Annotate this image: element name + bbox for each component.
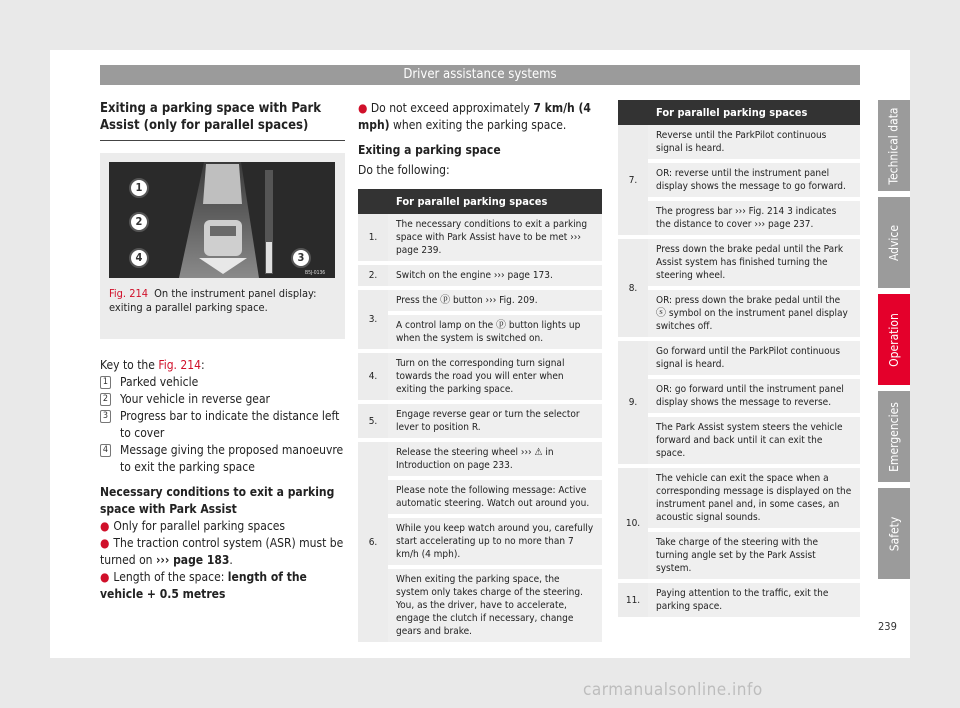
step-text: Take charge of the steering with the turning angle set by the Park Assist system.: [648, 530, 860, 581]
table-row: [358, 313, 602, 351]
side-tabs: [878, 100, 910, 585]
step-number: 3.: [358, 288, 388, 351]
step-number: 6.: [358, 440, 388, 644]
tab-label: Technical data: [887, 106, 901, 185]
column-left: [100, 100, 345, 603]
step-text: Go forward until the ParkPilot continuous signal is heard.: [648, 339, 860, 377]
step-number: 1.: [358, 214, 388, 263]
bullet-end: when exiting the parking space.: [393, 118, 567, 132]
step-number: 10.: [618, 466, 648, 581]
key-text: Your vehicle in reverse gear: [120, 392, 270, 406]
bullet-end: .: [229, 553, 233, 567]
table-row: [618, 415, 860, 466]
step-number: 5.: [358, 402, 388, 440]
section-title: Exiting a parking space with Park Assist (only for parallel spaces): [100, 100, 345, 141]
key-number: 2: [100, 393, 111, 406]
table-header: For parallel parking spaces: [648, 100, 860, 125]
page-link[interactable]: ››› page 183: [155, 553, 230, 567]
step-text: The Park Assist system steers the vehicle forward and back until it can exit the space.: [648, 415, 860, 466]
parked-vehicle-shape: [203, 164, 242, 204]
key-number: 1: [100, 376, 111, 389]
step-text: Reverse until the ParkPilot continuous signal is heard.: [648, 125, 860, 161]
step-text: The progress bar ››› Fig. 214 3 indicates the distance to cover ››› page 237.: [648, 199, 860, 237]
key-text: Progress bar to indicate the distance left to cover: [120, 409, 340, 440]
table-row: [618, 581, 860, 619]
bullet-text: Do not exceed approximately: [370, 101, 530, 115]
key-intro-colon: :: [201, 358, 205, 372]
bullet-text: The traction control system (ASR) must be turned on: [100, 536, 344, 567]
column-right: [618, 100, 860, 621]
step-text: OR: press down the brake pedal until the ⓢ symbol on the instrument panel display switches off.: [648, 288, 860, 339]
subtitle: Exiting a parking space: [358, 143, 501, 157]
table-row: [358, 288, 602, 313]
step-text: When exiting the parking space, the system only takes charge of the steering. You, as the driver, have to accelerate, engage the clutch if necessary, change gears and brake.: [388, 567, 602, 644]
table-header: For parallel parking spaces: [388, 189, 602, 214]
step-text: The vehicle can exit the space when a corresponding message is displayed on the instrument panel and, in some cases, an acoustic signal sounds.: [648, 466, 860, 530]
tab-emergencies[interactable]: [878, 391, 910, 482]
conditions-title: Necessary conditions to exit a parking space with Park Assist: [100, 485, 335, 516]
step-text: While you keep watch around you, carefully start accelerating up to no more than 7 km/h (4 mph).: [388, 516, 602, 567]
table-row: [618, 466, 860, 530]
bullet-item: ● The traction control system (ASR) must be turned on ››› page 183.: [100, 536, 344, 567]
step-text: Press the ⓟ button ››› Fig. 209.: [388, 288, 602, 313]
steps-table-1: [358, 189, 602, 646]
table-row: [618, 199, 860, 237]
table-row: [618, 339, 860, 377]
figure-caption-text: On the instrument panel display: exiting a parallel parking space.: [109, 287, 317, 314]
figure-caption: [109, 287, 337, 315]
step-text: The necessary conditions to exit a parking space with Park Assist have to be met ››› page 239.: [388, 214, 602, 263]
step-number: 7.: [618, 125, 648, 237]
table-row: [618, 530, 860, 581]
table-row: [618, 161, 860, 199]
page-number: 239: [878, 620, 897, 633]
bullet-item: ● Only for parallel parking spaces: [100, 519, 286, 533]
table-row: [358, 567, 602, 644]
tab-advice[interactable]: [878, 197, 910, 288]
running-header: Driver assistance systems: [100, 65, 860, 85]
step-text: Release the steering wheel ››› ⚠ in Introduction on page 233.: [388, 440, 602, 478]
key-intro: [100, 357, 345, 374]
watermark: carmanualsonline.info: [583, 680, 763, 700]
column-middle: [358, 100, 602, 646]
table-header-empty: [358, 189, 388, 214]
table-row: [358, 351, 602, 402]
tab-label: Advice: [887, 224, 901, 261]
key-item: [100, 374, 345, 391]
key-text: Parked vehicle: [120, 375, 199, 389]
speed-bullet: ● Do not exceed approximately 7 km/h (4 mph) when exiting the parking space.: [358, 101, 591, 132]
bullet-item: ● Length of the space: length of the vehicle + 0.5 metres: [100, 570, 307, 601]
tab-label: Operation: [887, 312, 902, 367]
table-row: [358, 478, 602, 516]
bullet-bold: length of the vehicle + 0.5 metres: [100, 570, 307, 601]
step-number: 4.: [358, 351, 388, 402]
figure-code: B5J-0136: [305, 270, 326, 276]
table-row: [358, 214, 602, 263]
tab-label: Safety: [887, 516, 901, 551]
table-row: [358, 440, 602, 478]
progress-bar-shape: [266, 242, 272, 273]
key-number: 3: [100, 410, 111, 423]
fig-link[interactable]: Fig. 214: [158, 358, 202, 372]
step-text: OR: go forward until the instrument panel display shows the message to reverse.: [648, 377, 860, 415]
step-text: Please note the following message: Active automatic steering. Watch out around you.: [388, 478, 602, 516]
bullet-text: Only for parallel parking spaces: [113, 519, 286, 533]
badge-4: 4: [129, 248, 149, 268]
own-vehicle-shape: [204, 220, 242, 256]
key-intro-text: Key to the: [100, 358, 155, 372]
step-text: Switch on the engine ››› page 173.: [388, 263, 602, 288]
step-text: OR: reverse until the instrument panel display shows the message to go forward.: [648, 161, 860, 199]
tab-technical-data[interactable]: [878, 100, 910, 191]
key-item: [100, 391, 345, 408]
key-number: 4: [100, 444, 111, 457]
step-number: 11.: [618, 581, 648, 619]
step-number: 9.: [618, 339, 648, 466]
table-row: [618, 237, 860, 288]
tab-operation[interactable]: [878, 294, 910, 385]
table-row: [618, 288, 860, 339]
figure-214: [100, 153, 345, 339]
step-number: 8.: [618, 237, 648, 339]
step-number: 2.: [358, 263, 388, 288]
table-row: [618, 377, 860, 415]
key-item: [100, 442, 345, 476]
badge-3: 3: [291, 248, 311, 268]
instrument-display-image: [109, 162, 335, 278]
tab-safety[interactable]: [878, 488, 910, 579]
tab-label: Emergencies: [887, 401, 902, 472]
step-text: Paying attention to the traffic, exit the parking space.: [648, 581, 860, 619]
table-row: [358, 516, 602, 567]
figure-number: Fig. 214: [109, 287, 149, 300]
step-text: Engage reverse gear or turn the selector lever to position R.: [388, 402, 602, 440]
intro-text: Do the following:: [358, 163, 450, 177]
table-header-empty: [618, 100, 648, 125]
table-row: [358, 263, 602, 288]
badge-1: 1: [129, 178, 149, 198]
badge-2: 2: [129, 212, 149, 232]
key-item: [100, 408, 345, 442]
bullet-bold: 7 km/h (4 mph): [358, 101, 591, 132]
step-text: Turn on the corresponding turn signal towards the road you will enter when exiting the parking space.: [388, 351, 602, 402]
step-text: A control lamp on the ⓟ button lights up when the system is switched on.: [388, 313, 602, 351]
bullet-text: Length of the space:: [113, 570, 225, 584]
table-row: [618, 125, 860, 161]
steps-table-2: [618, 100, 860, 621]
table-row: [358, 402, 602, 440]
key-text: Message giving the proposed manoeuvre to exit the parking space: [120, 443, 344, 474]
step-text: Press down the brake pedal until the Park Assist system has finished turning the steering wheel.: [648, 237, 860, 288]
